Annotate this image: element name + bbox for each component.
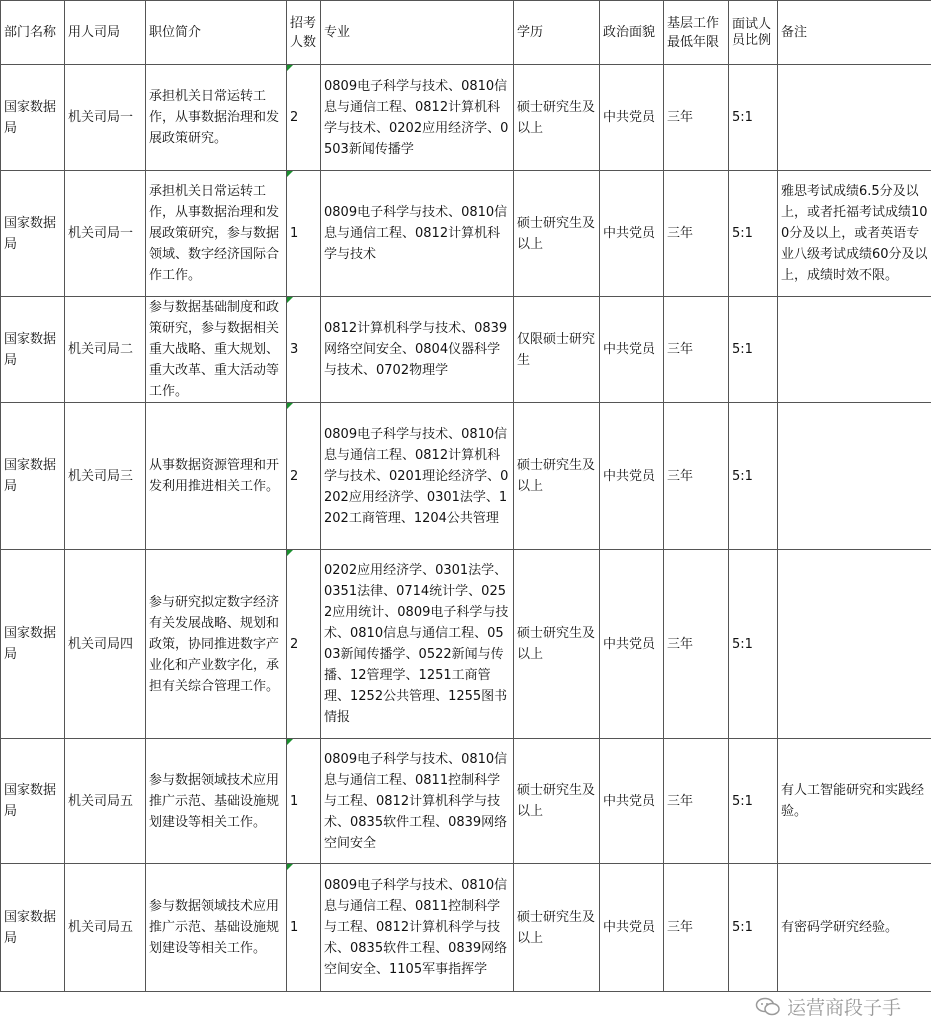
cell-ratio: 5:1 <box>729 297 778 403</box>
count-value: 3 <box>290 342 299 357</box>
header-years: 基层工作最低年限 <box>664 1 729 65</box>
cell-years: 三年 <box>664 171 729 297</box>
cell-desc: 参与数据领域技术应用推广示范、基础设施规划建设等相关工作。 <box>146 864 287 992</box>
count-value: 1 <box>290 226 299 241</box>
cell-bureau: 机关司局五 <box>65 864 146 992</box>
count-value: 2 <box>290 110 299 125</box>
count-value: 2 <box>290 468 299 484</box>
cell-dept: 国家数据局 <box>1 65 65 171</box>
cell-ratio: 5:1 <box>729 739 778 864</box>
cell-dept: 国家数据局 <box>1 739 65 864</box>
cell-politics: 中共党员 <box>600 297 664 403</box>
cell-count <box>287 739 321 864</box>
header-major: 专业 <box>321 1 514 65</box>
cell-dept: 国家数据局 <box>1 171 65 297</box>
cell-ratio: 5:1 <box>729 864 778 992</box>
table-row <box>1 739 931 864</box>
cell-desc: 承担机关日常运转工作，从事数据治理和发展政策研究，参与数据领域、数字经济国际合作工作。 <box>146 171 287 297</box>
header-count: 招考人数 <box>287 1 321 65</box>
count-value: 1 <box>290 793 299 809</box>
cell-years: 三年 <box>664 297 729 403</box>
cell-notes: 有人工智能研究和实践经验。 <box>778 739 931 864</box>
cell-ratio: 5:1 <box>729 550 778 739</box>
header-desc: 职位简介 <box>146 1 287 65</box>
cell-edu: 硕士研究生及以上 <box>514 171 600 297</box>
table-row <box>1 171 931 297</box>
cell-desc: 承担机关日常运转工作，从事数据治理和发展政策研究。 <box>146 65 287 171</box>
cell-major: 0809电子科学与技术、0810信息与通信工程、0811控制科学与工程、0812计算机科学与技术、0835软件工程、0839网络空间安全、1105军事指挥学 <box>321 864 514 992</box>
count-value: 1 <box>290 920 299 935</box>
cell-years: 三年 <box>664 550 729 739</box>
header-politics: 政治面貌 <box>600 1 664 65</box>
cell-dept: 国家数据局 <box>1 550 65 739</box>
cell-notes <box>778 65 931 171</box>
cell-marker <box>287 171 293 177</box>
cell-desc: 参与数据基础制度和政策研究，参与数据相关重大战略、重大规划、重大改革、重大活动等工作。 <box>146 297 287 403</box>
wechat-icon <box>755 997 781 1017</box>
cell-count <box>287 403 321 550</box>
cell-count <box>287 297 321 403</box>
table-row <box>1 403 931 550</box>
cell-bureau: 机关司局二 <box>65 297 146 403</box>
cell-edu: 硕士研究生及以上 <box>514 864 600 992</box>
cell-politics: 中共党员 <box>600 739 664 864</box>
cell-politics: 中共党员 <box>600 403 664 550</box>
cell-desc: 从事数据资源管理和开发利用推进相关工作。 <box>146 403 287 550</box>
header-row <box>1 1 931 65</box>
cell-bureau: 机关司局四 <box>65 550 146 739</box>
cell-major: 0809电子科学与技术、0810信息与通信工程、0811控制科学与工程、0812计算机科学与技术、0835软件工程、0839网络空间安全 <box>321 739 514 864</box>
cell-notes <box>778 297 931 403</box>
table-row <box>1 65 931 171</box>
cell-edu: 硕士研究生及以上 <box>514 550 600 739</box>
cell-edu: 硕士研究生及以上 <box>514 65 600 171</box>
cell-desc: 参与数据领域技术应用推广示范、基础设施规划建设等相关工作。 <box>146 739 287 864</box>
header-bureau: 用人司局 <box>65 1 146 65</box>
cell-major: 0812计算机科学与技术、0839网络空间安全、0804仪器科学与技术、0702物理学 <box>321 297 514 403</box>
header-edu: 学历 <box>514 1 600 65</box>
cell-marker <box>287 550 293 556</box>
cell-dept: 国家数据局 <box>1 403 65 550</box>
cell-count <box>287 171 321 297</box>
cell-edu: 硕士研究生及以上 <box>514 403 600 550</box>
cell-bureau: 机关司局五 <box>65 739 146 864</box>
cell-marker <box>287 403 293 409</box>
cell-marker <box>287 65 293 71</box>
cell-major: 0202应用经济学、0301法学、0351法律、0714统计学、0252应用统计、0809电子科学与技术、0810信息与通信工程、0503新闻传播学、0522新闻与传播、12管理学、1251工商管理、1252公共管理、1255图书情报 <box>321 550 514 739</box>
cell-notes <box>778 550 931 739</box>
table-row <box>1 297 931 403</box>
cell-bureau: 机关司局一 <box>65 65 146 171</box>
cell-notes: 雅思考试成绩6.5分及以上，或者托福考试成绩100分及以上，或者英语专业八级考试成绩60分及以上，成绩时效不限。 <box>778 171 931 297</box>
table-row <box>1 550 931 739</box>
cell-years: 三年 <box>664 403 729 550</box>
cell-major: 0809电子科学与技术、0810信息与通信工程、0812计算机科学与技术、0201理论经济学、0202应用经济学、0301法学、1202工商管理、1204公共管理 <box>321 403 514 550</box>
cell-count <box>287 550 321 739</box>
cell-bureau: 机关司局一 <box>65 171 146 297</box>
cell-dept: 国家数据局 <box>1 864 65 992</box>
cell-dept: 国家数据局 <box>1 297 65 403</box>
cell-ratio: 5:1 <box>729 403 778 550</box>
header-notes: 备注 <box>778 1 931 65</box>
cell-politics: 中共党员 <box>600 171 664 297</box>
cell-years: 三年 <box>664 739 729 864</box>
cell-politics: 中共党员 <box>600 65 664 171</box>
cell-ratio: 5:1 <box>729 65 778 171</box>
count-value: 2 <box>290 636 299 652</box>
cell-marker <box>287 739 293 745</box>
cell-politics: 中共党员 <box>600 550 664 739</box>
cell-edu: 硕士研究生及以上 <box>514 739 600 864</box>
cell-desc: 参与研究拟定数字经济有关发展战略、规划和政策，协同推进数字产业化和产业数字化，承担有关综合管理工作。 <box>146 550 287 739</box>
watermark <box>755 993 901 1020</box>
cell-edu: 仅限硕士研究生 <box>514 297 600 403</box>
table-row <box>1 864 931 992</box>
cell-count <box>287 864 321 992</box>
header-ratio: 面试人员比例 <box>729 1 778 65</box>
header-dept: 部门名称 <box>1 1 65 65</box>
cell-major: 0809电子科学与技术、0810信息与通信工程、0812计算机科学与技术、0202应用经济学、0503新闻传播学 <box>321 65 514 171</box>
cell-count <box>287 65 321 171</box>
cell-bureau: 机关司局三 <box>65 403 146 550</box>
cell-marker <box>287 297 293 303</box>
cell-notes <box>778 403 931 550</box>
cell-major: 0809电子科学与技术、0810信息与通信工程、0812计算机科学与技术 <box>321 171 514 297</box>
cell-years: 三年 <box>664 864 729 992</box>
cell-ratio: 5:1 <box>729 171 778 297</box>
cell-marker <box>287 864 293 870</box>
cell-notes: 有密码学研究经验。 <box>778 864 931 992</box>
watermark-text: 运营商段子手 <box>786 997 901 1019</box>
cell-politics: 中共党员 <box>600 864 664 992</box>
cell-years: 三年 <box>664 65 729 171</box>
